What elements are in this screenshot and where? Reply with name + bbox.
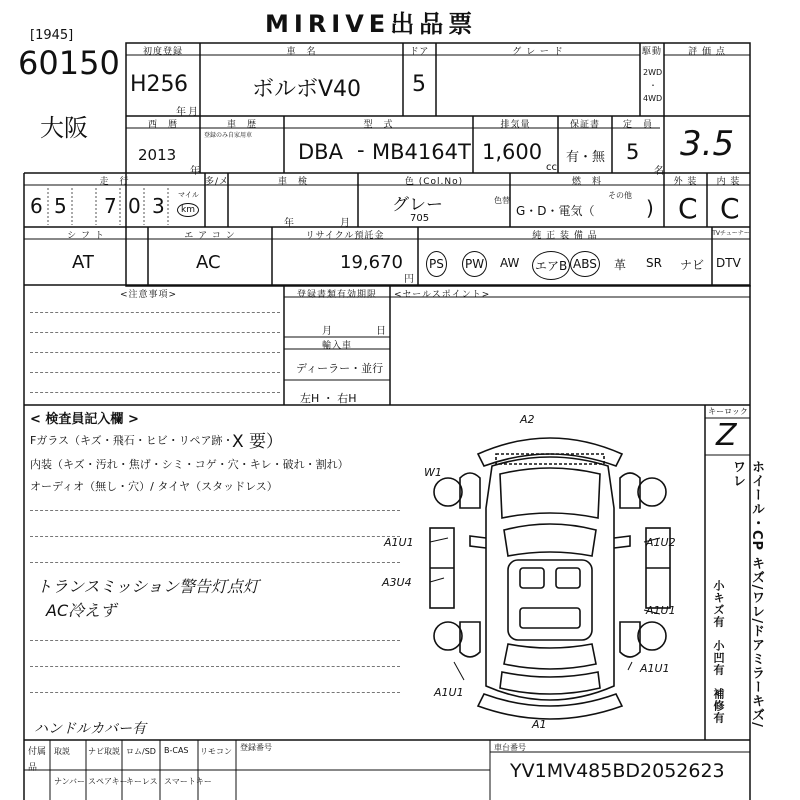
reg-day-unit: 日	[376, 326, 386, 337]
first-reg-month: 6	[174, 72, 188, 97]
inspector-line	[30, 640, 400, 641]
label-inspector: < 検査員記入欄 >	[30, 412, 139, 427]
inspector-line	[30, 536, 400, 537]
damage-label-left-front: W1	[424, 466, 442, 479]
label-exterior: 外 装	[673, 177, 698, 187]
notes-line	[30, 312, 280, 313]
label-mileage: 走 行	[99, 177, 130, 187]
mileage-digit: 7	[104, 194, 117, 218]
notes-line	[30, 372, 280, 373]
cc-unit: cc	[546, 162, 557, 173]
accessory-manual: 取説	[54, 747, 70, 756]
chassis-number: YV1MV485BD2052623	[510, 760, 725, 782]
sheet-title: MIRIVE出品票	[265, 10, 478, 38]
label-registration-deadline: 登録書類有効期限	[296, 290, 377, 300]
label-capacity: 定 員	[622, 120, 653, 130]
accessory-smart-key: スマートキー	[164, 777, 212, 786]
damage-label-right-rear: A1U1	[640, 662, 670, 675]
label-grade: グ レ ー ド	[512, 47, 564, 57]
displacement-value: 1,600	[482, 140, 543, 164]
label-first-reg: 初度登録	[142, 47, 183, 57]
year-unit-1: 年	[176, 107, 186, 118]
label-chassis: 車台番号	[494, 743, 526, 752]
model-prefix: DBA	[298, 140, 343, 164]
person-unit: 名	[654, 166, 664, 177]
label-reg-number: 登録番号	[240, 743, 272, 752]
mileage-digit: 6	[30, 194, 43, 218]
mileage-digit: 0	[128, 194, 141, 218]
equipment-pw: PW	[462, 251, 487, 277]
fuel-other-label: その他	[608, 191, 632, 200]
car-name: ボルボV40	[252, 77, 362, 102]
label-doors: ドア	[409, 47, 430, 57]
year-western: 2013	[138, 146, 177, 164]
inspection-year-unit: 年	[284, 218, 294, 229]
label-history: 車 歴	[226, 120, 257, 130]
label-equipment: 純 正 装 備 品	[532, 231, 598, 241]
damage-label-right-mid1: A1U2	[646, 536, 676, 549]
equipment-ps: PS	[426, 251, 447, 277]
accessory-rom-sd: ロム/SD	[126, 747, 156, 756]
label-shift: シ フ ト	[67, 231, 105, 241]
equipment-leather: 革	[614, 258, 627, 272]
history-sub: 登録のみ自家用車	[204, 132, 253, 139]
color-value: グレー	[392, 195, 443, 215]
label-model: 型 式	[363, 120, 394, 130]
accessory-bcas: B-CAS	[164, 746, 189, 755]
mileage-unit-km: km	[177, 203, 199, 217]
label-fuel: 燃 料	[571, 177, 602, 187]
steering: 左H ・ 右H	[300, 392, 357, 405]
f-glass-line: Fガラス（キズ・飛石・ヒビ・リペア跡・	[30, 434, 234, 447]
side-notes-2: 小キズ有 小凹有 補修有	[712, 580, 725, 724]
drive-2wd: 2WD	[643, 68, 663, 77]
key-lock-mark: Z	[716, 418, 737, 453]
label-key-lock: キーロック	[708, 407, 748, 416]
notes-line	[30, 352, 280, 353]
accessory-number-plate: ナンバー	[54, 777, 86, 786]
label-recycle: リサイクル預託金	[305, 231, 385, 241]
label-warranty: 保証書	[569, 120, 600, 130]
year-unit-2: 年	[190, 166, 200, 177]
damage-label-left-rear: A1U1	[434, 686, 464, 699]
notes-line	[30, 332, 280, 333]
damage-label-top: A2	[520, 413, 535, 426]
notes-line	[30, 392, 280, 393]
damage-label-bottom: A1	[532, 718, 547, 731]
equipment-sr: SR	[646, 256, 662, 270]
month-unit-1: 月	[188, 107, 198, 118]
accessory-navi-manual: ナビ取説	[88, 747, 120, 756]
damage-label-left-mid1: A1U1	[384, 536, 414, 549]
attached-label: 付属品	[28, 747, 47, 773]
mileage-digit: 3	[152, 194, 165, 218]
label-inspection: 車 検	[277, 177, 308, 187]
equipment-navi: ナビ	[680, 258, 705, 272]
f-glass-mark: X 要）	[232, 432, 284, 452]
drive-dot: ・	[649, 81, 657, 90]
side-notes: ホイール・CP キズ/ワレ/ドアミラーキズ/ワレ	[730, 460, 764, 728]
label-meter-change: 多/メ	[205, 177, 230, 187]
interior-value: C	[720, 192, 740, 225]
label-interior: 内 装	[716, 177, 741, 187]
inspector-note-handle: ハンドルカバー有	[34, 721, 146, 737]
accessory-remote: リモコン	[200, 747, 232, 756]
model-code: MB4164T	[372, 140, 471, 164]
label-tuner: TVチューナー	[712, 230, 750, 237]
inspection-month-unit: 月	[340, 218, 350, 229]
inspector-note-ac: AC冷えず	[46, 601, 117, 620]
fuel-close: )	[646, 196, 654, 220]
label-notes: <注意事項>	[120, 290, 178, 300]
reg-month-unit: 月	[322, 326, 332, 337]
color-no: 705	[410, 213, 430, 224]
lot-prefix: [1945]	[30, 28, 74, 43]
label-drive: 駆動	[641, 47, 662, 57]
mileage-digit: 5	[54, 194, 67, 218]
doors-value: 5	[412, 72, 426, 97]
drive-4wd: 4WD	[643, 94, 663, 103]
first-reg-era: H25	[130, 72, 175, 97]
yen-unit: 円	[404, 274, 414, 285]
shift-value: AT	[72, 252, 94, 273]
inspector-line	[30, 692, 400, 693]
lot-number: 60150	[18, 44, 120, 82]
equipment-dtv: DTV	[716, 256, 741, 270]
label-displacement: 排気量	[500, 120, 531, 130]
model-dash: -	[357, 138, 365, 162]
audio-line: オーディオ（無し・穴）/ タイヤ（スタッドレス）	[30, 480, 278, 493]
label-score: 評 価 点	[688, 47, 726, 57]
fuel-options: G・D・電気（	[516, 204, 595, 218]
warranty-value: 有・無	[566, 150, 606, 165]
mileage-unit-mile: マイル	[178, 191, 199, 199]
location: 大阪	[40, 114, 88, 142]
equipment-airbag: エアB	[532, 251, 570, 280]
damage-label-right-mid2: A1U1	[646, 604, 676, 617]
damage-label-left-mid2: A3U4	[382, 576, 412, 589]
label-sales-point: <セールスポイント>	[394, 290, 491, 300]
equipment-aw: AW	[500, 256, 520, 270]
label-car-name: 車 名	[286, 47, 317, 57]
interior-line: 内装（キズ・汚れ・焦げ・シミ・コゲ・穴・キレ・破れ・割れ）	[30, 458, 349, 471]
inspector-line	[30, 666, 400, 667]
recycle-value: 19,670	[340, 252, 403, 273]
aircon-value: AC	[196, 252, 221, 273]
exterior-value: C	[678, 192, 698, 225]
capacity-value: 5	[626, 140, 640, 164]
equipment-abs: ABS	[570, 251, 600, 277]
label-year-western: 西 暦	[147, 120, 178, 130]
color-change-label: 色替	[494, 196, 510, 205]
import-dealer: ディーラー・並行	[296, 362, 384, 375]
accessory-keyless: キーレス	[126, 777, 158, 786]
label-aircon: エ ア コ ン	[184, 231, 236, 241]
inspector-line	[30, 562, 400, 563]
label-import: 輸入車	[321, 341, 352, 351]
score-value: 3.5	[680, 124, 735, 164]
label-color: 色 (Col.No)	[404, 177, 464, 187]
inspector-note-transmission: トランスミッション警告灯点灯	[36, 577, 259, 596]
inspector-line	[30, 510, 400, 511]
accessory-spare-key: スペアキー	[88, 777, 128, 786]
